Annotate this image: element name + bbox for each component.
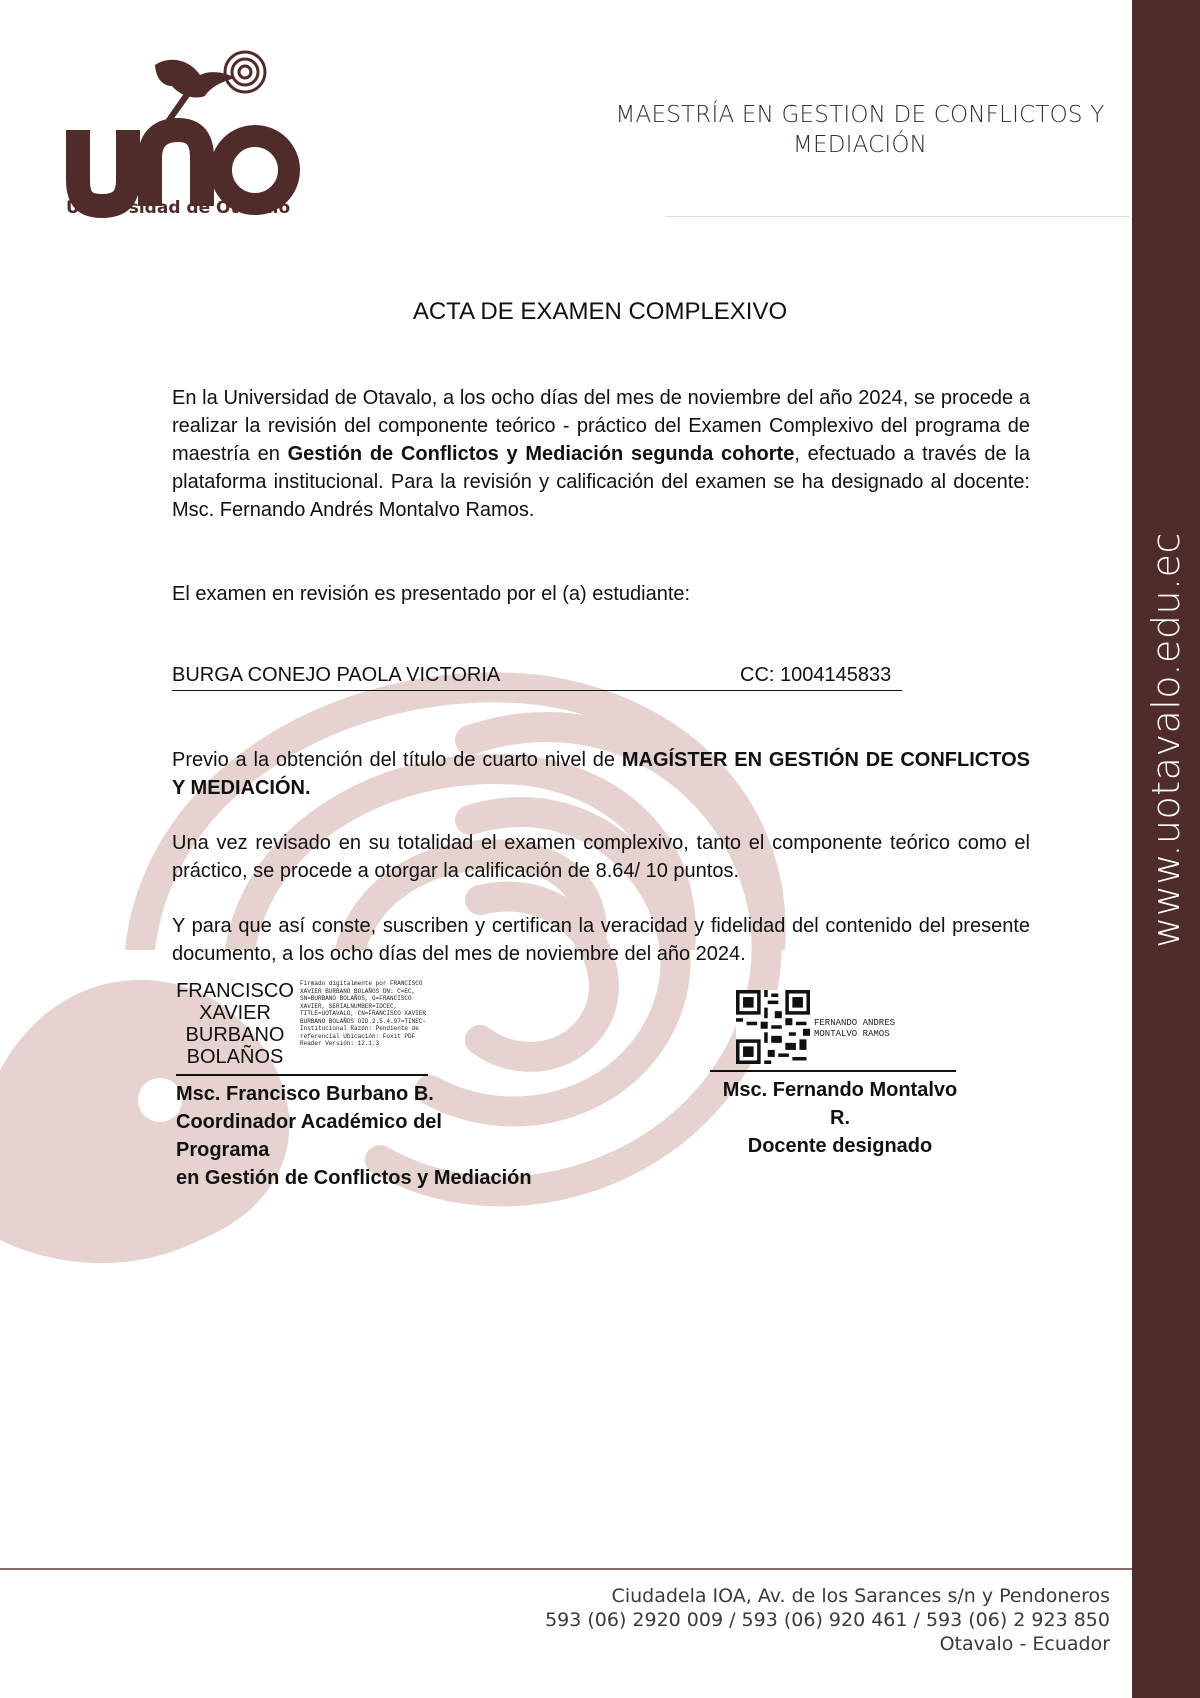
intro-text-start: En la Universidad de Otavalo, a los ocho días del mes de noviembre del año 2024, se procede a realizar la revisión del componente teórico - práctico del Examen Complexivo del programa de maestría en	[172, 387, 1030, 465]
signature-line	[176, 1074, 428, 1076]
stamp-name-line: BURBANO	[185, 1024, 285, 1046]
document-title: ACTA DE EXAMEN COMPLEXIVO	[412, 298, 788, 325]
paragraph-grade: Una vez revisado en su totalidad el examen complexivo, tanto el componente teórico como el práctico, se procede a otorgar la calificación de 8.64/ 10 puntos.	[172, 832, 1030, 882]
paragraph-student-intro: El examen en revisión es presentado por el (a) estudiante:	[172, 583, 691, 605]
signer-name: Msc. Fernando Montalvo R.	[722, 1078, 958, 1129]
digital-signature-stamp	[736, 990, 970, 1064]
degree-text: Previo a la obtención del título de cuarto nivel de	[172, 749, 622, 771]
stamp-name-line: FRANCISCO	[176, 980, 294, 1002]
signature-left	[176, 980, 536, 1192]
footer-phones: 593 (06) 2920 009 / 593 (06) 920 461 / 593 (06) 2 923 850	[545, 1609, 1110, 1631]
stamp-name-line: BOLAÑOS	[186, 1046, 284, 1068]
program-title-line2: MEDIACIÓN	[792, 132, 928, 158]
student-id: CC: 1004145833	[740, 664, 892, 686]
student-name: BURGA CONEJO PAOLA VICTORIA	[172, 664, 501, 686]
signer-stamp-name	[176, 980, 294, 1068]
program-title-line1: MAESTRÍA EN GESTION DE CONFLICTOS Y	[615, 102, 1105, 128]
degree-name: MAGÍSTER EN GESTIÓN DE CONFLICTOS Y MEDIACIÓN.	[172, 749, 1030, 799]
signature-line	[710, 1070, 956, 1072]
stamp-name-line: XAVIER	[199, 1002, 271, 1024]
university-logo	[60, 30, 320, 230]
student-line	[172, 664, 902, 691]
website-url: www.uotavalo.edu.ec	[1144, 532, 1188, 948]
logo-caption: Universidad de Otavalo	[66, 198, 291, 218]
header-divider	[665, 216, 1130, 217]
footer-city: Otavalo - Ecuador	[939, 1633, 1110, 1655]
signer-role-program: en Gestión de Conflictos y Mediación	[176, 1166, 532, 1189]
qr-code-icon	[736, 990, 810, 1064]
brand-sidebar	[1132, 0, 1200, 1698]
signer-role: Coordinador Académico del Programa	[176, 1110, 442, 1161]
intro-text-end: , efectuado a través de la plataforma institucional. Para la revisión y calificación del examen se ha designado al docente: Msc. Fernando Andrés Montalvo Ramos.	[172, 443, 1031, 521]
signer-role: Docente designado	[747, 1134, 933, 1157]
footer-divider	[0, 1568, 1132, 1570]
footer-address: Ciudadela IOA, Av. de los Sarances s/n y Pendoneros	[611, 1585, 1110, 1607]
paragraph-degree	[172, 746, 1030, 802]
signer-name: Msc. Francisco Burbano B.	[176, 1082, 434, 1105]
digital-signature-stamp	[176, 980, 536, 1068]
paragraph-intro	[172, 384, 1030, 524]
stamp-name: FERNANDO ANDRES MONTALVO RAMOS	[814, 1018, 896, 1039]
paragraph-closing: Y para que así conste, suscriben y certifican la veracidad y fidelidad del contenido del presente documento, a los ocho días del mes de noviembre del año 2024.	[172, 915, 1030, 965]
intro-program-name: Gestión de Conflictos y Mediación segunda cohorte	[287, 443, 795, 465]
stamp-details: Firmado digitalmente por FRANCISCO XAVIER BURBANO BOLAÑOS DN: C=EC, SN=BURBANO BOLAÑOS, G=FRANCISCO XAVIER, SERIALNUMBER=IDCEC, TITLE=UOTAVALO, CN=FRANCISCO XAVIER BURBANO BOLAÑOS OID.2.5.4.97=TINEC- Institucional Razón: Pendiente de referencial Ubicación: Foxit PDF Reader Versión: 12.1.3	[300, 980, 427, 1047]
footer-contact	[545, 1584, 1110, 1656]
program-title	[600, 100, 1120, 160]
signature-right	[710, 990, 970, 1160]
